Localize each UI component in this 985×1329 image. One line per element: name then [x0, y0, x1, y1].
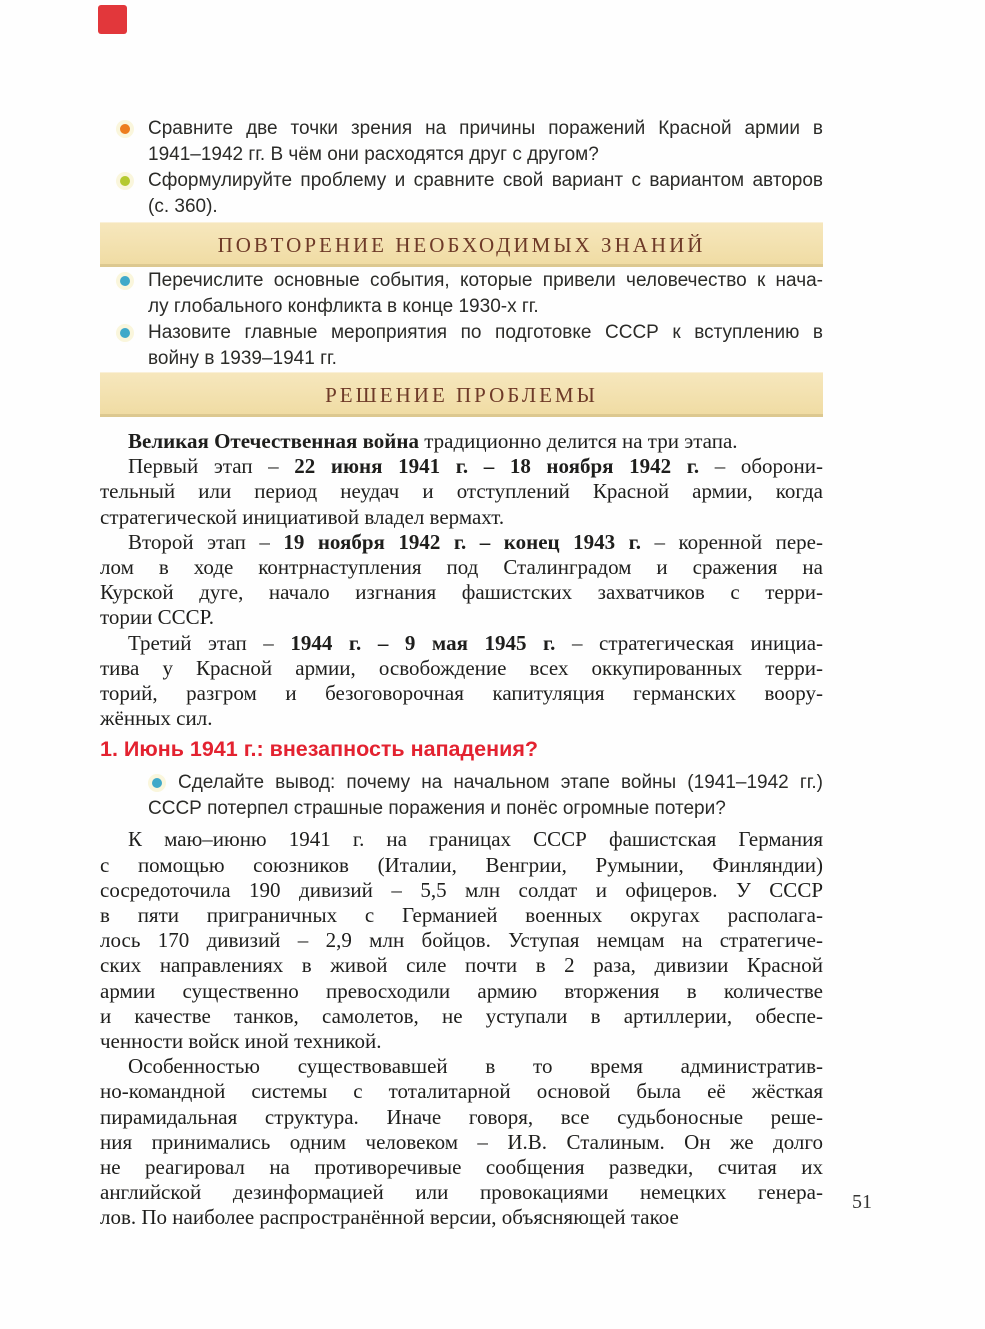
list-item	[100, 268, 823, 320]
paragraph	[100, 827, 823, 1054]
bullet-text-line: Перечислите основные события, которые привели человечество к нача-	[148, 270, 823, 291]
paragraph-line: тива у Красной армии, освобождение всех оккупированных терри-	[100, 655, 823, 680]
paragraph-line: Курской дуге, начало изгнания фашистских захватчиков с терри-	[100, 580, 823, 605]
section-banner-solution	[100, 372, 823, 417]
paragraph	[100, 454, 823, 530]
paragraph-line: в пяти приграничных с Германией военных округах располага-	[100, 903, 823, 928]
bullet-text-line: 1941–1942 гг. В чём они расходятся друг с другом?	[148, 144, 599, 165]
paragraph-line: ченности войск иной техникой.	[100, 1029, 382, 1054]
text-run: – коренной пере-	[641, 529, 823, 554]
bold-text-run: 19 ноября 1942 г. – конец 1943 г.	[283, 529, 641, 554]
paragraph-line	[100, 530, 823, 555]
page-content	[100, 0, 823, 1231]
paragraph-line: лом в ходе контрнаступления под Сталинградом и сражения на	[100, 555, 823, 580]
text-run: Второй этап –	[128, 529, 284, 554]
paragraph	[100, 429, 823, 454]
paragraph-line: но-командной системы с тоталитарной основой была её жёсткая	[100, 1079, 823, 1104]
paragraph	[100, 631, 823, 732]
paragraph-line	[100, 631, 823, 656]
paragraph-line: лов. По наиболее распространённой версии, объясняющей такое	[100, 1205, 679, 1230]
text-run: – стратегическая инициа-	[555, 630, 824, 655]
bullet-text-line: (с. 360).	[148, 196, 218, 217]
list-item	[100, 168, 823, 220]
bullet-dot-icon	[120, 176, 130, 186]
solution-body-text	[100, 429, 823, 731]
paragraph-line: сосредоточила 190 дивизий – 5,5 млн солдат и офицеров. У СССР	[100, 877, 823, 902]
bullet-dot-icon	[120, 328, 130, 338]
bullet-dot-icon	[120, 276, 130, 286]
paragraph-line: стратегической инициативой владел вермахт.	[100, 504, 505, 529]
list-item	[100, 770, 823, 822]
bold-text-run: 22 июня 1941 г. – 18 ноября 1942 г.	[294, 454, 700, 479]
paragraph-line: К маю–июню 1941 г. на границах СССР фашистская Германия	[128, 827, 823, 852]
bullet-text-line: Сделайте вывод: почему на начальном этапе войны (1941–1942 гг.)	[178, 772, 823, 794]
paragraph-line: армии существенно превосходили армию вторжения в количестве	[100, 978, 823, 1003]
page-number: 51	[852, 1191, 872, 1213]
section-banner-repetition	[100, 222, 823, 267]
text-run: Первый этап –	[128, 454, 295, 479]
subsection-task-list	[100, 770, 823, 822]
paragraph-line: ских направлениях в живой силе почти в 2 раза, дивизии Красной	[100, 953, 823, 978]
bullet-text-line: СССР потерпел страшные поражения и понёс огромные потери?	[148, 798, 726, 820]
bullet-text-line: Назовите главные мероприятия по подготовке СССР к вступлению в	[148, 322, 823, 343]
paragraph-line	[100, 429, 823, 454]
bold-text-run: 1944 г. – 9 мая 1945 г.	[290, 630, 556, 655]
bullet-dot-icon	[120, 124, 130, 134]
paragraph-line: торий, разгром и безоговорочная капитуляция германских воору-	[100, 681, 823, 706]
repetition-question-list	[100, 268, 823, 372]
bullet-text-line: Сравните две точки зрения на причины поражений Красной армии в	[148, 118, 823, 139]
text-run: традиционно делится на три этапа.	[418, 429, 738, 453]
paragraph	[100, 1054, 823, 1230]
list-item	[100, 116, 823, 168]
paragraph-line: лось 170 дивизий – 2,9 млн бойцов. Уступая немцам на стратегиче-	[100, 928, 823, 953]
bold-text-run: Великая Отечественная война	[128, 429, 419, 453]
bullet-text-line: лу глобального конфликта в конце 1930-х гг.	[148, 296, 539, 317]
paragraph-line: не реагировал на противоречивые сообщения разведки, считая их	[100, 1155, 823, 1180]
paragraph-line: пирамидальная структура. Иначе говоря, все судьбоносные реше-	[100, 1104, 823, 1129]
paragraph-line: ния принимались одним человеком – И.В. Сталиным. Он же долго	[100, 1129, 823, 1154]
intro-question-list	[100, 116, 823, 220]
list-item	[100, 320, 823, 372]
paragraph-line: с помощью союзников (Италии, Венгрии, Румынии, Финляндии)	[100, 852, 823, 877]
paragraph-line: тории СССР.	[100, 605, 214, 630]
section-banner-title: РЕШЕНИЕ ПРОБЛЕМЫ	[325, 383, 598, 407]
paragraph-line: английской дезинформацией или провокациями немецких генера-	[100, 1180, 823, 1205]
paragraph-line: и качестве танков, самолетов, не уступали в артиллерии, обеспе-	[100, 1003, 823, 1028]
section-banner-title: ПОВТОРЕНИЕ НЕОБХОДИМЫХ ЗНАНИЙ	[217, 233, 706, 257]
paragraph-line: жённых сил.	[100, 706, 213, 731]
text-run: – оборони-	[699, 454, 824, 479]
text-run: Третий этап –	[128, 630, 291, 655]
subsection-body-text	[100, 827, 823, 1230]
paragraph-line	[100, 454, 823, 479]
paragraph-line: Особенностью существовавшей в то время административ-	[128, 1054, 823, 1079]
paragraph	[100, 530, 823, 631]
paragraph-line: тельный или период неудач и отступлений Красной армии, когда	[100, 479, 823, 504]
bullet-text-line: войну в 1939–1941 гг.	[148, 348, 337, 369]
subsection-heading: 1. Июнь 1941 г.: внезапность нападения?	[100, 737, 538, 762]
bullet-text-line: Сформулируйте проблему и сравните свой вариант с вариантом авторов	[148, 170, 823, 191]
